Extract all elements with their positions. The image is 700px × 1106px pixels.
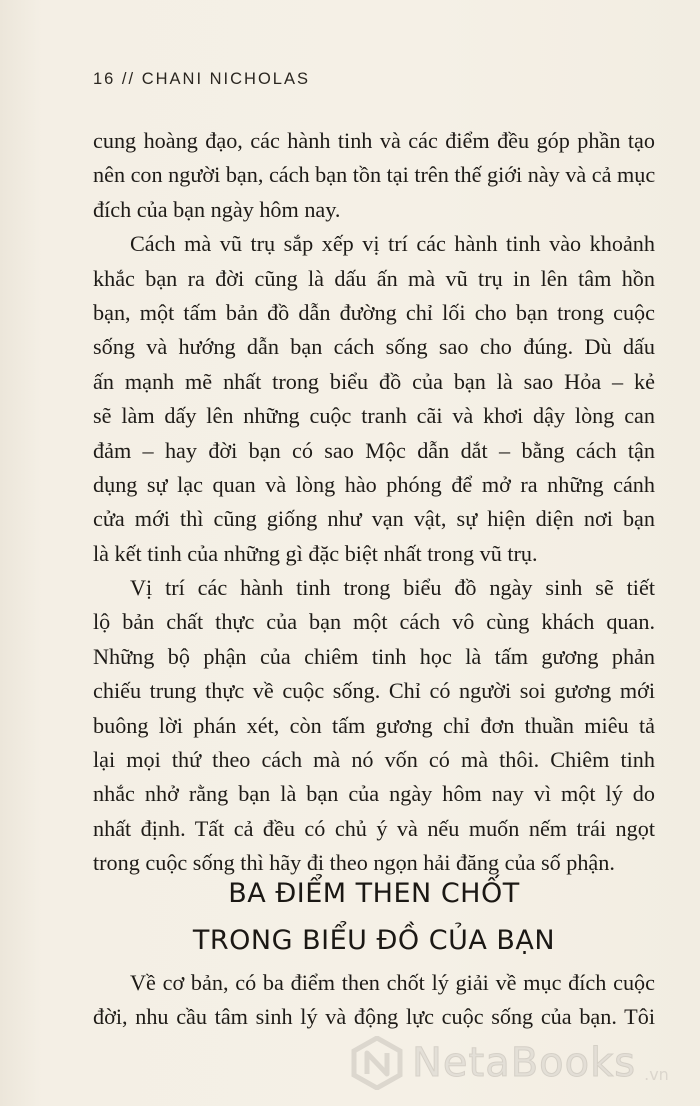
text-line: nên con người bạn, cách bạn tồn tại trên thế giới này và cả mục <box>93 162 656 188</box>
text-line: khắc bạn ra đời cũng là dấu ấn mà vũ trụ in lên tâm hồn <box>93 265 655 291</box>
running-head: 16 // CHANI NICHOLAS <box>93 70 310 88</box>
text-line: sẽ làm dấy lên những cuộc tranh cãi và khơi dậy lòng can <box>93 403 655 429</box>
text-line: dụng sự lạc quan và lòng hào phóng để mở ra những cánh <box>93 471 655 497</box>
watermark <box>350 1032 690 1094</box>
text-line: Cách mà vũ trụ sắp xếp vị trí các hành tinh vào khoảnh <box>130 231 655 257</box>
text-line: chiếu trung thực về cuộc sống. Chỉ có người soi gương mới <box>93 678 655 704</box>
text-line: Vị trí các hành tinh trong biểu đồ ngày sinh sẽ tiết <box>130 575 655 601</box>
netabooks-logo-icon <box>350 1036 404 1090</box>
body-text-top <box>93 124 655 881</box>
text-line: trong cuộc sống thì hãy đi theo ngọn hải đăng của số phận. <box>93 850 615 876</box>
text-line: buông lời phán xét, còn tấm gương chỉ đơn thuần miêu tả <box>93 712 655 738</box>
text-line: nhắc nhở rằng bạn là bạn của ngày hôm nay vì một lý do <box>93 781 655 807</box>
text-line: Những bộ phận của chiêm tinh học là tấm gương phản <box>93 643 655 669</box>
text-line: lộ bản chất thực của bạn một cách vô cùng khách quan. <box>93 609 655 635</box>
section-heading <box>93 870 655 964</box>
text-line: đích của bạn ngày hôm nay. <box>93 196 341 222</box>
watermark-brand: NetaBooks <box>412 1040 637 1086</box>
text-line: sống và hướng dẫn bạn cách sống sao cho đúng. Dù dấu <box>93 334 655 360</box>
section-heading-line-2: TRONG BIỂU ĐỒ CỦA BẠN <box>192 925 556 956</box>
text-line: cung hoàng đạo, các hành tinh và các điểm đều góp phần tạo <box>93 128 655 153</box>
text-line: đời, nhu cầu tâm sinh lý và động lực cuộc sống của bạn. Tôi <box>93 1004 655 1030</box>
text-line: đảm – hay đời bạn có sao Mộc dẫn dắt – bằng cách tận <box>93 437 655 463</box>
watermark-tld: .vn <box>644 1065 669 1084</box>
text-line: ấn mạnh mẽ nhất trong biểu đồ của bạn là sao Hỏa – kẻ <box>93 368 655 394</box>
section-heading-line-1: BA ĐIỂM THEN CHỐT <box>228 878 520 909</box>
text-line: Về cơ bản, có ba điểm then chốt lý giải về mục đích cuộc <box>130 970 655 995</box>
text-line: lại mọi thứ theo cách mà nó vốn có mà thôi. Chiêm tinh <box>93 747 655 773</box>
body-text-bottom <box>93 966 655 1035</box>
text-line: bạn, một tấm bản đồ dẫn đường chỉ lối cho bạn trong cuộc <box>93 299 655 325</box>
text-line: cửa mới thì cũng giống như vạn vật, sự hiện diện nơi bạn <box>93 506 655 532</box>
text-line: là kết tinh của những gì đặc biệt nhất trong vũ trụ. <box>93 540 538 566</box>
text-line: nhất định. Tất cả đều có chủ ý và nếu muốn nếm trái ngọt <box>93 815 655 841</box>
